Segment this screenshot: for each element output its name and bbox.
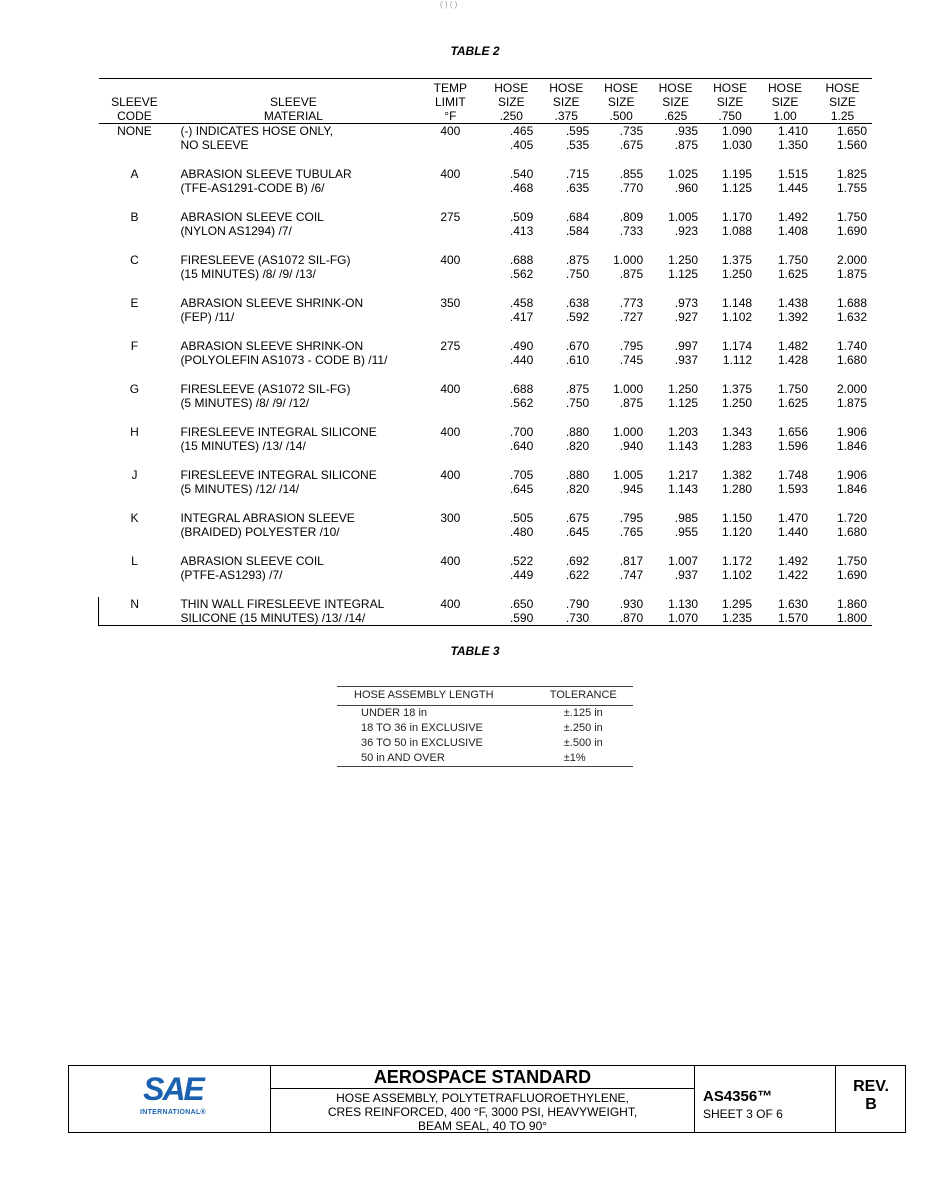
- temp-limit: 400: [440, 554, 461, 568]
- hose-size-value: 1.000 .940: [613, 425, 644, 453]
- hose-size-value: 1.740 1.680: [836, 339, 867, 367]
- hose-size-value: 1.515 1.445: [777, 167, 808, 195]
- length-range: 50 in AND OVER: [337, 751, 520, 767]
- table2-caption: TABLE 2: [450, 44, 500, 58]
- temp-limit: 400: [440, 253, 461, 267]
- row-spacer: [99, 410, 873, 425]
- table2-body: [99, 124, 873, 626]
- hose-size-value: 1.375 1.250: [722, 382, 753, 410]
- hose-size-value: 1.007 .937: [668, 554, 699, 582]
- hose-size-value: 1.005 .923: [668, 210, 699, 238]
- sleeve-code: N: [99, 597, 171, 626]
- standard-description: HOSE ASSEMBLY, POLYTETRAFLUOROETHYLENE, CRES REINFORCED, 400 °F, 3000 PSI, HEAVYWEIGHT, BEAM SEAL, 40 TO 90°: [327, 1091, 638, 1133]
- sleeve-material: ABRASION SLEEVE SHRINK-ON (POLYOLEFIN AS1073 - CODE B) /11/: [180, 339, 388, 367]
- header-hose-assembly-length: HOSE ASSEMBLY LENGTH: [337, 687, 520, 706]
- row-spacer: [99, 453, 873, 468]
- hose-size-value: 1.482 1.428: [777, 339, 808, 367]
- hose-size-value: 1.000 .875: [613, 382, 644, 410]
- temp-limit: 400: [440, 597, 461, 611]
- hose-size-value: .650 .590: [509, 597, 534, 625]
- hose-size-value: .875 .750: [565, 253, 590, 281]
- row-spacer: [99, 496, 873, 511]
- row-spacer: [99, 324, 873, 339]
- sleeve-material: ABRASION SLEEVE TUBULAR (TFE-AS1291-CODE B) /6/: [180, 167, 352, 195]
- hose-size-value: 1.750 1.625: [777, 382, 808, 410]
- temp-limit: 400: [440, 382, 461, 396]
- title-block: [68, 1065, 906, 1133]
- temp-limit: 275: [440, 339, 461, 353]
- temp-limit: 400: [440, 468, 461, 482]
- hose-size-value: .809 .733: [619, 210, 644, 238]
- sleeve-code: F: [130, 339, 139, 353]
- table-row: [337, 706, 633, 722]
- temp-limit: 300: [440, 511, 461, 525]
- sleeve-material: FIRESLEEVE INTEGRAL SILICONE (5 MINUTES) /12/ /14/: [180, 468, 377, 496]
- table-row: [99, 210, 873, 238]
- sleeve-material: FIRESLEEVE INTEGRAL SILICONE (15 MINUTES) /13/ /14/: [180, 425, 377, 453]
- table2-header-row: [99, 79, 873, 124]
- sleeve-code: NONE: [117, 124, 152, 138]
- sleeve-code: C: [130, 253, 139, 267]
- sleeve-code: L: [131, 554, 138, 568]
- header-sleeve-code: SLEEVE CODE: [99, 79, 171, 124]
- table-row: [337, 736, 633, 751]
- sleeve-code: K: [130, 511, 139, 525]
- sleeve-material: INTEGRAL ABRASION SLEEVE (BRAIDED) POLYESTER /10/: [180, 511, 355, 539]
- hose-size-value: 1.295 1.235: [722, 597, 753, 625]
- sleeve-code: A: [130, 167, 139, 181]
- sleeve-material: ABRASION SLEEVE SHRINK-ON (FEP) /11/: [180, 296, 364, 324]
- table-row: [337, 721, 633, 736]
- hose-size-value: .684 .584: [565, 210, 590, 238]
- hose-size-value: 1.000 .875: [613, 253, 644, 281]
- hose-size-value: .688 .562: [509, 253, 534, 281]
- table-row: [337, 751, 633, 767]
- hose-size-value: 1.148 1.102: [722, 296, 753, 324]
- sheet-number: SHEET 3 OF 6: [703, 1107, 783, 1121]
- hose-size-value: .973 .927: [674, 296, 699, 324]
- hose-size-value: 1.825 1.755: [836, 167, 867, 195]
- hose-size-value: 1.906 1.846: [836, 468, 867, 496]
- hose-size-value: .935 .875: [674, 124, 699, 152]
- tolerance-table: [337, 686, 633, 767]
- top-text-fragment: ( ) ( ): [440, 0, 458, 9]
- hose-size-value: .985 .955: [674, 511, 699, 539]
- hose-size-value: 1.750 1.690: [836, 210, 867, 238]
- tolerance-value: ±.250 in: [563, 722, 603, 734]
- hose-size-value: 2.000 1.875: [836, 253, 867, 281]
- temp-limit: 350: [440, 296, 461, 310]
- sae-logo: [133, 1072, 213, 1116]
- hose-size-value: 1.860 1.800: [836, 597, 867, 625]
- sleeve-code: G: [129, 382, 140, 396]
- hose-size-value: .522 .449: [509, 554, 534, 582]
- temp-limit: 400: [440, 124, 461, 138]
- hose-size-value: .458 .417: [509, 296, 534, 324]
- hose-size-value: 1.410 1.350: [777, 124, 808, 152]
- hose-size-value: 2.000 1.875: [836, 382, 867, 410]
- hose-size-value: .790 .730: [565, 597, 590, 625]
- temp-limit: 400: [440, 167, 461, 181]
- revision-value: B: [865, 1096, 877, 1113]
- standard-title: AEROSPACE STANDARD: [271, 1066, 694, 1089]
- table-row: [99, 339, 873, 367]
- hose-size-value: .880 .820: [565, 425, 590, 453]
- header-hose-size: HOSE SIZE .375: [538, 79, 594, 124]
- hose-size-value: .509 .413: [509, 210, 534, 238]
- hose-size-value: 1.195 1.125: [722, 167, 753, 195]
- hose-size-value: .692 .622: [565, 554, 590, 582]
- sleeve-material: (-) INDICATES HOSE ONLY, NO SLEEVE: [180, 124, 334, 152]
- hose-size-value: .880 .820: [565, 468, 590, 496]
- tolerance-value: ±.125 in: [563, 707, 603, 719]
- hose-size-value: .465 .405: [509, 124, 534, 152]
- row-spacer: [99, 539, 873, 554]
- hose-size-value: .540 .468: [509, 167, 534, 195]
- hose-size-value: 1.748 1.593: [777, 468, 808, 496]
- temp-limit: 400: [440, 425, 461, 439]
- hose-size-value: 1.150 1.120: [722, 511, 753, 539]
- hose-size-value: 1.720 1.680: [836, 511, 867, 539]
- hose-size-value: 1.174 1.112: [722, 339, 753, 367]
- header-tolerance: TOLERANCE: [520, 687, 633, 706]
- row-spacer: [99, 238, 873, 253]
- revision-cell: [836, 1066, 906, 1132]
- hose-size-value: 1.650 1.560: [836, 124, 867, 152]
- header-hose-size: HOSE SIZE 1.00: [757, 79, 813, 124]
- hose-size-value: .795 .765: [619, 511, 644, 539]
- row-spacer: [99, 195, 873, 210]
- row-spacer: [99, 582, 873, 597]
- hose-size-value: 1.217 1.143: [668, 468, 699, 496]
- hose-size-value: 1.438 1.392: [777, 296, 808, 324]
- hose-size-value: .997 .937: [674, 339, 699, 367]
- hose-size-value: .735 .675: [619, 124, 644, 152]
- sleeve-material: THIN WALL FIRESLEEVE INTEGRAL SILICONE (15 MINUTES) /13/ /14/: [180, 597, 385, 625]
- hose-size-value: .675 .645: [565, 511, 590, 539]
- header-hose-size: HOSE SIZE 1.25: [813, 79, 872, 124]
- hose-size-value: .670 .610: [565, 339, 590, 367]
- sleeve-code: B: [130, 210, 139, 224]
- length-range: UNDER 18 in: [361, 707, 428, 719]
- hose-size-value: .817 .747: [619, 554, 644, 582]
- table3-header-row: [337, 687, 633, 706]
- header-hose-size: HOSE SIZE .250: [484, 79, 538, 124]
- hose-size-value: 1.688 1.632: [836, 296, 867, 324]
- hose-size-value: .795 .745: [619, 339, 644, 367]
- sleeve-code: E: [130, 296, 139, 310]
- hose-size-value: .855 .770: [619, 167, 644, 195]
- hose-size-value: .715 .635: [565, 167, 590, 195]
- hose-size-value: 1.492 1.408: [777, 210, 808, 238]
- table-row: [99, 124, 873, 153]
- header-hose-size: HOSE SIZE .750: [703, 79, 757, 124]
- header-hose-size: HOSE SIZE .500: [594, 79, 648, 124]
- table-row: [99, 468, 873, 496]
- table-row: [99, 425, 873, 453]
- hose-size-value: 1.343 1.283: [722, 425, 753, 453]
- hose-size-value: 1.172 1.102: [722, 554, 753, 582]
- hose-size-value: 1.005 .945: [613, 468, 644, 496]
- hose-size-value: 1.656 1.596: [777, 425, 808, 453]
- hose-size-value: 1.630 1.570: [777, 597, 808, 625]
- tolerance-value: ±.500 in: [563, 737, 603, 749]
- hose-size-value: 1.750 1.690: [836, 554, 867, 582]
- hose-size-value: 1.250 1.125: [668, 253, 699, 281]
- hose-size-value: .638 .592: [565, 296, 590, 324]
- table-row: [99, 167, 873, 195]
- tolerance-value: ±1%: [520, 751, 633, 767]
- table-row: [99, 253, 873, 281]
- table3-caption: TABLE 3: [450, 644, 500, 658]
- hose-size-value: 1.906 1.846: [836, 425, 867, 453]
- row-spacer: [99, 281, 873, 296]
- header-sleeve-material: SLEEVE MATERIAL: [170, 79, 416, 124]
- sleeve-table: [98, 78, 872, 626]
- hose-size-value: .595 .535: [565, 124, 590, 152]
- hose-size-value: 1.090 1.030: [722, 124, 753, 152]
- table-row: [99, 511, 873, 539]
- hose-size-value: .773 .727: [619, 296, 644, 324]
- hose-size-value: 1.375 1.250: [722, 253, 753, 281]
- sleeve-code: H: [130, 425, 139, 439]
- hose-size-value: 1.170 1.088: [722, 210, 753, 238]
- table-row: [99, 597, 873, 626]
- row-spacer: [99, 367, 873, 382]
- hose-size-value: 1.203 1.143: [668, 425, 699, 453]
- sleeve-material: ABRASION SLEEVE COIL (PTFE-AS1293) /7/: [180, 554, 324, 582]
- table-row: [99, 382, 873, 410]
- revision-label: REV.: [853, 1078, 889, 1095]
- sleeve-material: FIRESLEEVE (AS1072 SIL-FG) (5 MINUTES) /8/ /9/ /12/: [180, 382, 351, 410]
- hose-size-value: 1.382 1.280: [722, 468, 753, 496]
- hose-size-value: 1.130 1.070: [668, 597, 699, 625]
- hose-size-value: .688 .562: [509, 382, 534, 410]
- hose-size-value: 1.492 1.422: [777, 554, 808, 582]
- hose-size-value: 1.025 .960: [668, 167, 699, 195]
- hose-size-value: .490 .440: [509, 339, 534, 367]
- sleeve-code: J: [131, 468, 138, 482]
- table-row: [99, 296, 873, 324]
- hose-size-value: 1.250 1.125: [668, 382, 699, 410]
- hose-size-value: 1.750 1.625: [777, 253, 808, 281]
- hose-size-value: .930 .870: [619, 597, 644, 625]
- document-number: AS4356™: [703, 1088, 773, 1105]
- hose-size-value: .700 .640: [509, 425, 534, 453]
- sleeve-material: FIRESLEEVE (AS1072 SIL-FG) (15 MINUTES) /8/ /9/ /13/: [180, 253, 351, 281]
- hose-size-value: 1.470 1.440: [777, 511, 808, 539]
- length-range: 36 TO 50 in EXCLUSIVE: [361, 737, 483, 749]
- temp-limit: 275: [440, 210, 461, 224]
- document-cell: [695, 1066, 836, 1132]
- table-row: [99, 554, 873, 582]
- svg-text:SAE: SAE: [143, 1071, 203, 1107]
- sleeve-material: ABRASION SLEEVE COIL (NYLON AS1294) /7/: [180, 210, 324, 238]
- hose-size-value: .705 .645: [509, 468, 534, 496]
- sae-logo-icon: [140, 1071, 206, 1107]
- length-range: 18 TO 36 in EXCLUSIVE: [361, 722, 483, 734]
- logo-subtitle: INTERNATIONAL®: [139, 1109, 206, 1116]
- table3-body: [337, 706, 633, 767]
- hose-size-value: .505 .480: [509, 511, 534, 539]
- header-temp-limit: TEMP LIMIT °F: [416, 79, 484, 124]
- standard-cell: [271, 1066, 695, 1132]
- logo-cell: [69, 1066, 271, 1132]
- row-spacer: [99, 152, 873, 167]
- hose-size-value: .875 .750: [565, 382, 590, 410]
- header-hose-size: HOSE SIZE .625: [648, 79, 703, 124]
